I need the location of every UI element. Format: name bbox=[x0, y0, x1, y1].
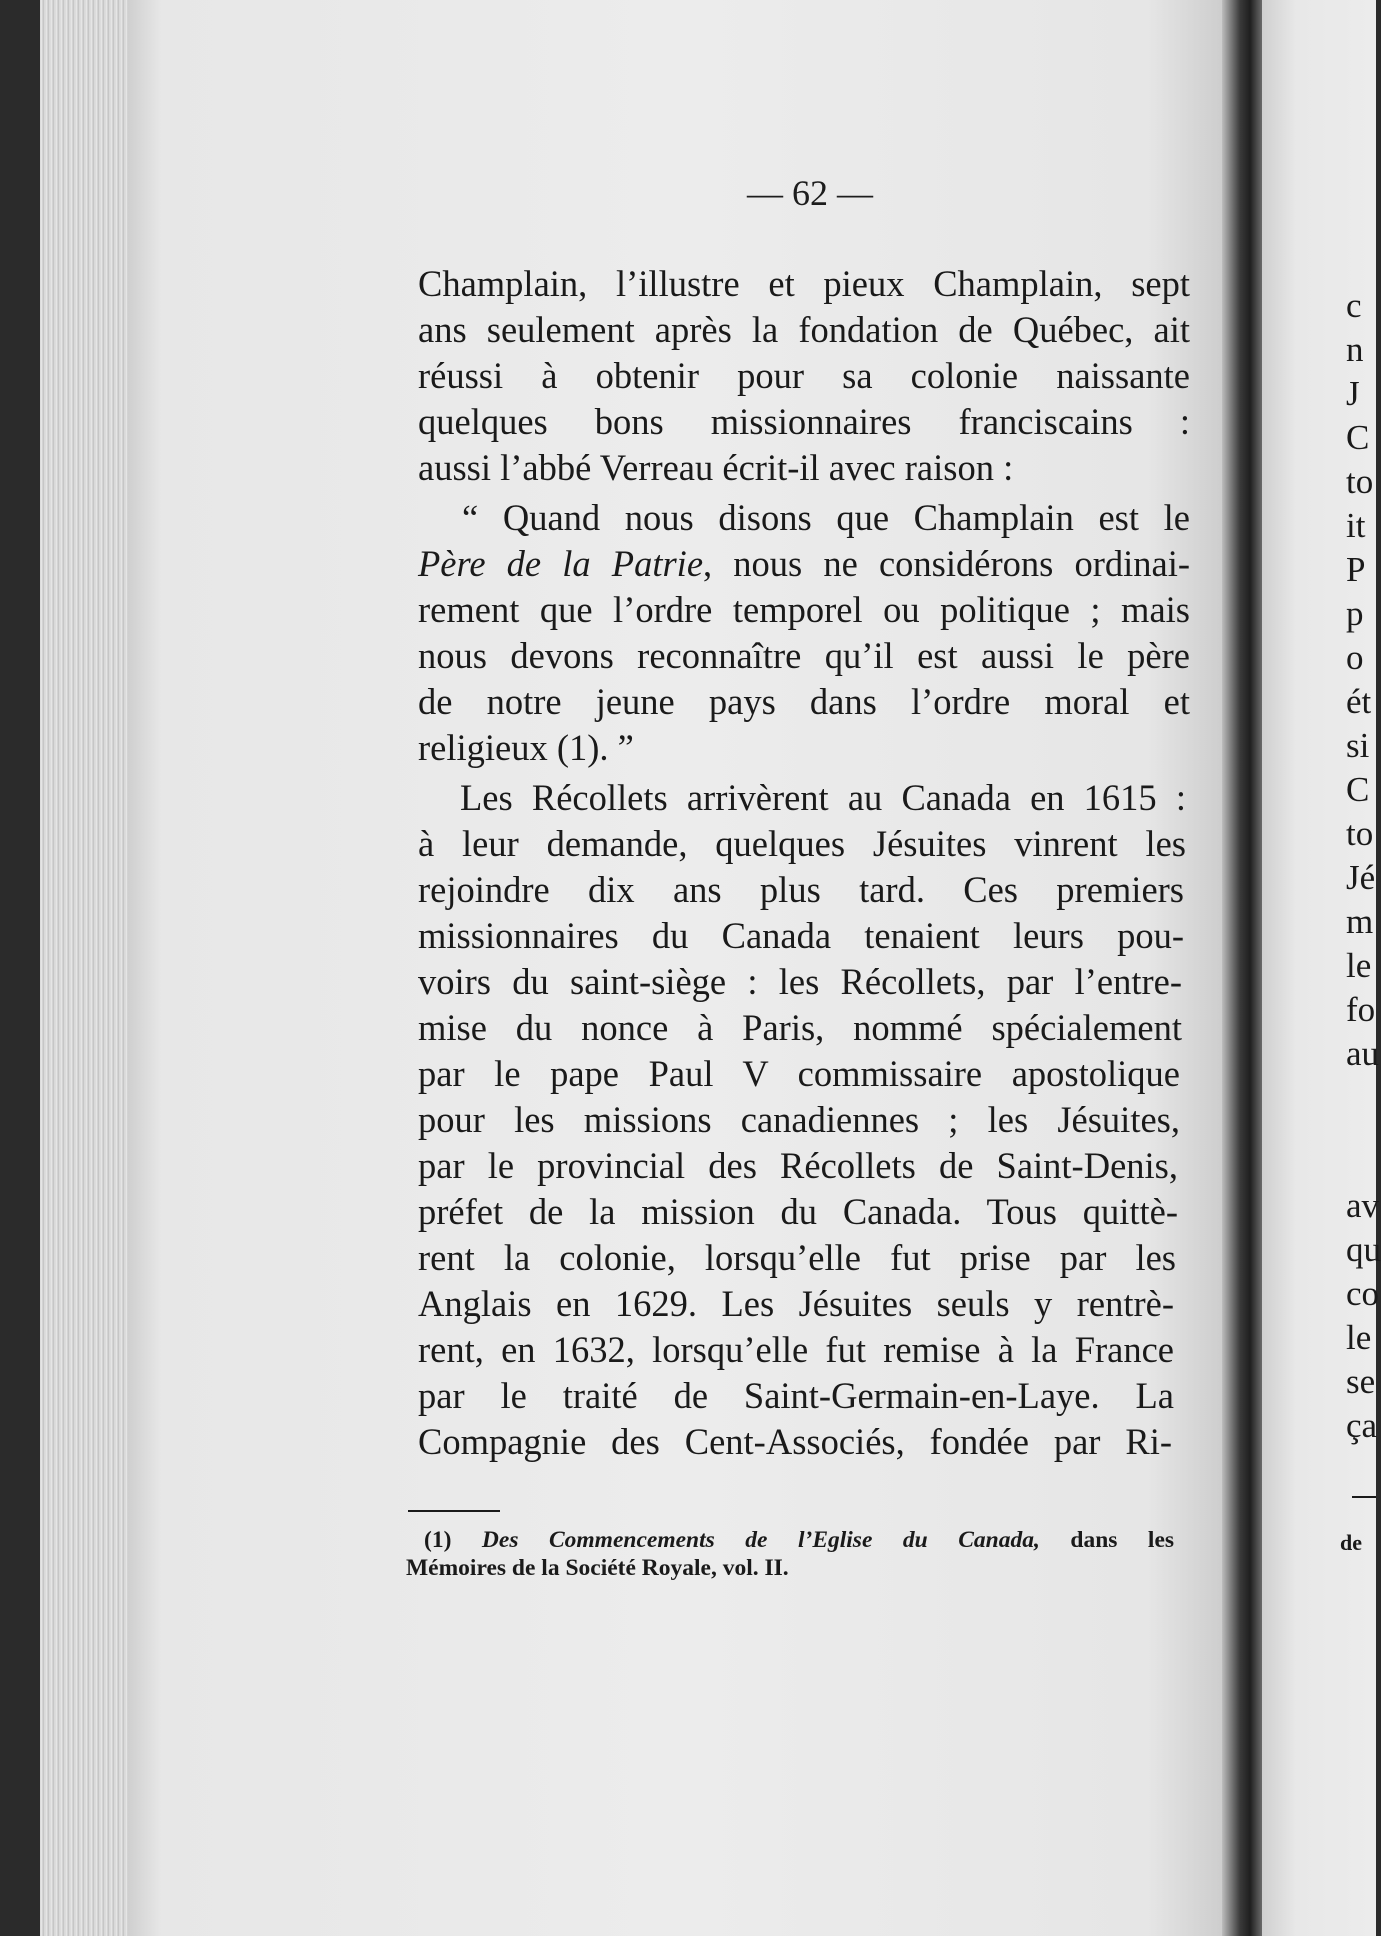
facing-page-text-top bbox=[1346, 284, 1380, 1076]
text-line: quelques bons missionnaires franciscains : bbox=[418, 401, 1190, 442]
facing-line: le bbox=[1346, 946, 1372, 985]
facing-line: P bbox=[1346, 550, 1366, 589]
facing-line: it bbox=[1346, 506, 1366, 545]
quote-line bbox=[418, 542, 1190, 586]
text-line: Compagnie des Cent-Associés, fondée par Ri- bbox=[418, 1421, 1172, 1462]
footnote-title: Des Commencements de l’Eglise du Canada, bbox=[481, 1527, 1040, 1553]
text-line: Champlain, l’illustre et pieux Champlain, sept bbox=[418, 263, 1190, 304]
footnote-rule bbox=[408, 1510, 500, 1512]
page-number: — 62 — bbox=[747, 173, 873, 213]
footnote-line: Mémoires de la Société Royale, vol. II. bbox=[406, 1555, 789, 1581]
facing-line: C bbox=[1346, 418, 1370, 457]
text-line: Anglais en 1629. Les Jésuites seuls y rentrè- bbox=[418, 1283, 1174, 1324]
text-line: ans seulement après la fondation de Québec, ait bbox=[418, 309, 1190, 350]
facing-line: n bbox=[1346, 330, 1364, 369]
text-line: aussi l’abbé Verreau écrit-il avec raison : bbox=[418, 447, 1014, 488]
facing-footnote-rule bbox=[1352, 1496, 1376, 1498]
facing-line: to bbox=[1346, 814, 1374, 853]
text-line: mise du nonce à Paris, nommé spécialement bbox=[418, 1007, 1182, 1048]
facing-line: ça bbox=[1346, 1406, 1378, 1445]
text-line: voirs du saint-siège : les Récollets, par l’entre- bbox=[418, 961, 1182, 1002]
text-line: Les Récollets arrivèrent au Canada en 1615 : bbox=[460, 777, 1186, 818]
text-line: missionnaires du Canada tenaient leurs pou- bbox=[418, 915, 1184, 956]
text-line: par le provincial des Récollets de Saint-Denis, bbox=[418, 1145, 1178, 1186]
facing-line: p bbox=[1346, 594, 1364, 633]
quote-line: religieux (1). ” bbox=[418, 727, 634, 768]
facing-line: C bbox=[1346, 770, 1370, 809]
facing-line: m bbox=[1346, 902, 1374, 941]
text-line: à leur demande, quelques Jésuites vinrent les bbox=[418, 823, 1186, 864]
facing-line: si bbox=[1346, 726, 1370, 765]
facing-line: fo bbox=[1346, 990, 1376, 1029]
quote-line: de notre jeune pays dans l’ordre moral et bbox=[418, 681, 1190, 722]
text-line: rejoindre dix ans plus tard. Ces premiers bbox=[418, 869, 1184, 910]
facing-line: c bbox=[1346, 286, 1362, 325]
facing-line: au bbox=[1346, 1034, 1380, 1073]
facing-line: ét bbox=[1346, 682, 1372, 721]
facing-line: J bbox=[1346, 374, 1360, 413]
facing-line: co bbox=[1346, 1274, 1380, 1313]
text-line: pour les missions canadiennes ; les Jésuites, bbox=[418, 1099, 1180, 1140]
quote-text: , nous ne considérons ordinai- bbox=[703, 543, 1190, 584]
text-line: préfet de la mission du Canada. Tous quittè- bbox=[418, 1191, 1178, 1232]
facing-line: Jé bbox=[1346, 858, 1376, 897]
italic-title: Père de la Patrie bbox=[418, 543, 704, 584]
quote-line: rement que l’ordre temporel ou politique ; mais bbox=[418, 589, 1190, 630]
book-gutter bbox=[1222, 0, 1262, 1936]
quote-line: nous devons reconnaître qu’il est aussi le père bbox=[418, 635, 1190, 676]
text-line: réussi à obtenir pour sa colonie naissante bbox=[418, 355, 1190, 396]
facing-page-text-bottom bbox=[1346, 1184, 1381, 1448]
text-line: par le pape Paul V commissaire apostolique bbox=[418, 1053, 1180, 1094]
facing-line: to bbox=[1346, 462, 1374, 501]
footnote-line bbox=[424, 1526, 1174, 1554]
quote-line: “ Quand nous disons que Champlain est le bbox=[462, 497, 1190, 538]
footnote-text: dans les bbox=[1039, 1527, 1175, 1553]
facing-line: av bbox=[1346, 1186, 1380, 1225]
facing-footnote: de bbox=[1340, 1530, 1362, 1555]
text-line: rent, en 1632, lorsqu’elle fut remise à la France bbox=[418, 1329, 1174, 1370]
facing-line: o bbox=[1346, 638, 1364, 677]
facing-line: se bbox=[1346, 1362, 1376, 1401]
text-line: rent la colonie, lorsqu’elle fut prise par les bbox=[418, 1237, 1176, 1278]
text-line: par le traité de Saint-Germain-en-Laye. La bbox=[418, 1375, 1174, 1416]
facing-line: qu bbox=[1346, 1230, 1381, 1269]
footnote-marker: (1) bbox=[424, 1527, 452, 1553]
facing-line: le bbox=[1346, 1318, 1372, 1357]
